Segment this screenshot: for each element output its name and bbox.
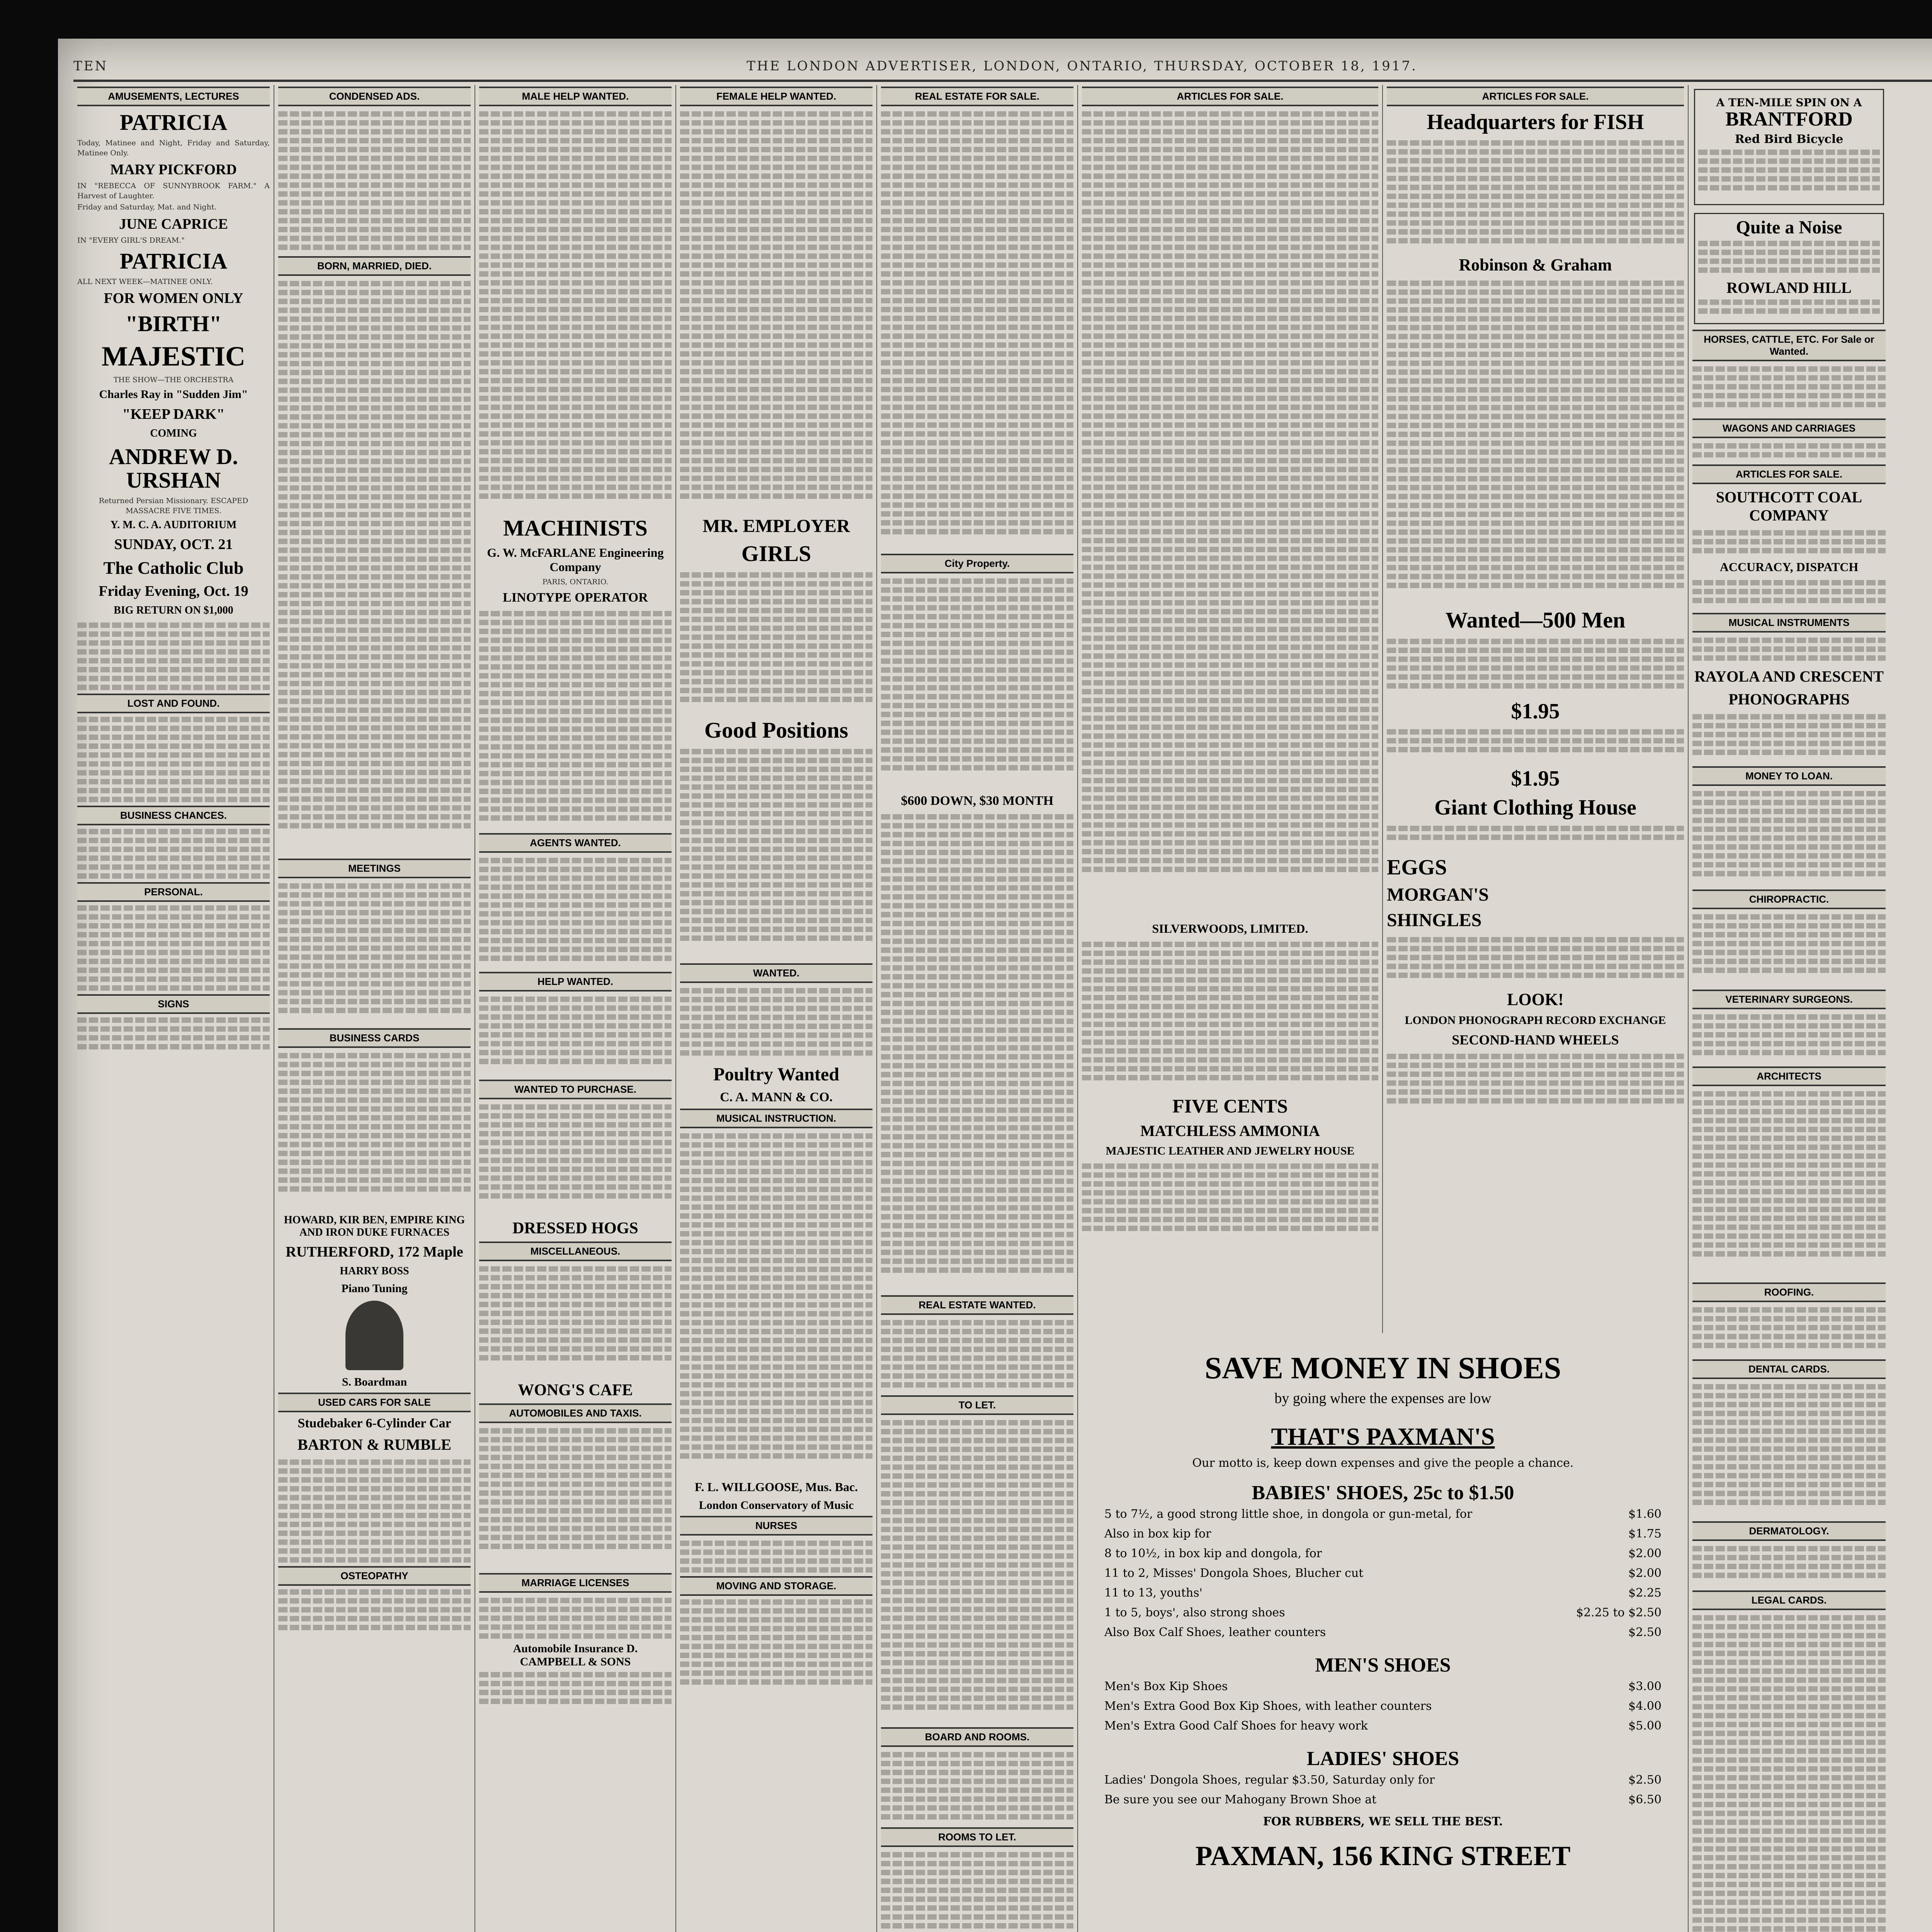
column-condensed: [274, 85, 475, 1932]
classified-text: [881, 1417, 1073, 1726]
ad-title: Good Positions: [704, 718, 849, 743]
ad-subtitle: BIG RETURN ON $1,000: [114, 604, 233, 617]
portrait-image: [345, 1301, 403, 1370]
ad-title: LONDON PHONOGRAPH RECORD EXCHANGE: [1405, 1014, 1666, 1027]
price-desc: Be sure you see our Mahogany Brown Shoe at: [1104, 1793, 1377, 1806]
ad-subtitle: Red Bird Bicycle: [1735, 132, 1844, 146]
section-head: ARTICLES FOR SALE.: [1082, 87, 1378, 106]
section-head: ROOFING.: [1692, 1282, 1886, 1302]
price-desc: 11 to 13, youths': [1104, 1586, 1202, 1600]
newspaper-page: [58, 39, 1932, 1932]
section-head: HELP WANTED.: [479, 972, 672, 992]
price-row: [1089, 1524, 1677, 1544]
ad-subtitle: Y. M. C. A. AUDITORIUM: [110, 519, 237, 531]
section-head: MONEY TO LOAN.: [1692, 766, 1886, 786]
price-value: $2.50: [1628, 1626, 1662, 1639]
section-head: MUSICAL INSTRUCTION.: [680, 1109, 872, 1128]
section-head: REAL ESTATE WANTED.: [881, 1295, 1073, 1315]
classified-text: [881, 1316, 1073, 1394]
rowland-ad: [1694, 213, 1884, 324]
ad-subtitle: FOR WOMEN ONLY: [104, 290, 243, 307]
price-value: $2.00: [1628, 1566, 1662, 1580]
paxman-shoes-ad: [1086, 1339, 1680, 1932]
classified-text: [479, 1425, 672, 1571]
ad-title: Robinson & Graham: [1459, 255, 1612, 274]
classified-text: [680, 108, 872, 514]
ad-title: The Catholic Club: [103, 558, 244, 578]
classified-text: [479, 1101, 672, 1217]
section-head: City Property.: [881, 554, 1073, 573]
price: $1.95: [1511, 699, 1560, 723]
section-head: MISCELLANEOUS.: [479, 1242, 672, 1261]
classified-text: [1387, 137, 1684, 253]
price-row: [1089, 1563, 1677, 1583]
classified-text: [479, 108, 672, 514]
price-desc: Men's Extra Good Box Kip Shoes, with leather counters: [1104, 1699, 1432, 1713]
classified-text: [1082, 108, 1378, 919]
ad-subtitle: "KEEP DARK": [122, 406, 225, 423]
ad-title: Headquarters for FISH: [1427, 110, 1644, 134]
classified-text: [278, 1456, 471, 1932]
babies-shoes-head: BABIES' SHOES, 25c to $1.50: [1252, 1482, 1514, 1504]
ad-subtitle: Friday Evening, Oct. 19: [99, 583, 248, 600]
section-head: OSTEOPATHY: [278, 1566, 471, 1586]
classified-text: [479, 607, 672, 832]
classified-text: [1082, 938, 1378, 1093]
ad-title: SHINGLES: [1387, 910, 1482, 931]
ad-headline: SAVE MONEY IN SHOES: [1204, 1351, 1561, 1385]
classified-text: [479, 1263, 672, 1379]
section-head: ARTICLES FOR SALE.: [1387, 87, 1684, 106]
column-articles-right: [1383, 85, 1688, 1333]
section-head: WAGONS AND CARRIAGES: [1692, 418, 1886, 438]
classified-text: [1387, 822, 1684, 853]
classified-text: [1387, 934, 1684, 988]
classified-text: [1387, 635, 1684, 697]
ad-title: HOWARD, KIR BEN, EMPIRE KING AND IRON DUKE FURNACES: [284, 1214, 465, 1238]
price-row: [1089, 1770, 1677, 1790]
section-head: SIGNS: [77, 994, 270, 1014]
price-value: $2.50: [1628, 1773, 1662, 1787]
ad-title: RAYOLA AND CRESCENT: [1694, 667, 1884, 685]
section-head: WANTED TO PURCHASE.: [479, 1080, 672, 1099]
masthead: [73, 53, 1932, 82]
ad-title: Wanted—500 Men: [1445, 607, 1626, 633]
ad-footer: PAXMAN, 156 KING STREET: [1195, 1840, 1571, 1871]
ad-title: London Conservatory of Music: [699, 1498, 854, 1512]
rubbers-note: FOR RUBBERS, WE SELL THE BEST.: [1263, 1815, 1503, 1828]
price: $1.95: [1511, 767, 1560, 791]
ad-title: HARRY BOSS: [340, 1265, 409, 1277]
section-head: ARCHITECTS: [1692, 1066, 1886, 1086]
ad-title: Giant Clothing House: [1434, 796, 1636, 820]
price-row: [1089, 1603, 1677, 1622]
section-head: VETERINARY SURGEONS.: [1692, 990, 1886, 1009]
section-head: MALE HELP WANTED.: [479, 87, 672, 106]
section-head: MEETINGS: [278, 859, 471, 878]
ad-title: RUTHERFORD, 172 Maple: [286, 1244, 463, 1260]
price-value: $6.50: [1628, 1793, 1662, 1806]
section-head: LEGAL CARDS.: [1692, 1590, 1886, 1610]
price-value: $1.75: [1628, 1527, 1662, 1541]
ad-text: THE SHOW—THE ORCHESTRA: [113, 375, 234, 384]
section-head: TO LET.: [881, 1395, 1073, 1415]
ad-title: LINOTYPE OPERATOR: [503, 590, 648, 605]
classified-text: [680, 1130, 872, 1478]
ad-text: IN "EVERY GIRL'S DREAM.": [77, 236, 185, 245]
classified-text: [881, 811, 1073, 1294]
classified-text: [680, 1537, 872, 1932]
section-head: AMUSEMENTS, LECTURES: [77, 87, 270, 106]
brantford-ad: [1694, 89, 1884, 205]
column-directory: [1689, 85, 1889, 1932]
price-row: [1089, 1583, 1677, 1603]
ad-title: PATRICIA: [119, 248, 228, 274]
classified-text: [278, 277, 471, 857]
ad-text: IN "REBECCA OF SUNNYBROOK FARM." A Harvest of Laughter.: [77, 182, 270, 200]
price-value: $4.00: [1628, 1699, 1662, 1713]
ad-title: F. L. WILLGOOSE, Mus. Bac.: [694, 1480, 858, 1494]
ad-title: ANDREW D. URSHAN: [109, 444, 238, 493]
ad-motto: Our motto is, keep down expenses and give the people a chance.: [1192, 1456, 1574, 1470]
ad-star: JUNE CAPRICE: [119, 216, 228, 233]
ad-title: Poultry Wanted: [713, 1064, 839, 1085]
section-head: MARRIAGE LICENSES: [479, 1573, 672, 1593]
ad-title: ACCURACY, DISPATCH: [1719, 560, 1859, 574]
majestic-logo: MAJESTIC: [101, 341, 246, 372]
classified-text: [1387, 277, 1684, 605]
section-head: BUSINESS CHANCES.: [77, 806, 270, 825]
ad-title: $600 DOWN, $30 MONTH: [901, 794, 1054, 808]
column-female-help: [676, 85, 877, 1932]
section-head: LOST AND FOUND.: [77, 694, 270, 713]
ladies-shoes-head: LADIES' SHOES: [1306, 1748, 1459, 1770]
section-head: MOVING AND STORAGE.: [680, 1576, 872, 1596]
ad-title: DRESSED HOGS: [512, 1219, 638, 1237]
classified-text: [680, 569, 872, 716]
ad-title: C. A. MANN & CO.: [720, 1090, 833, 1104]
classified-text: [479, 854, 672, 970]
ad-title: EGGS: [1387, 855, 1447, 880]
price-row: [1089, 1677, 1677, 1696]
ad-star: MARY PICKFORD: [110, 162, 237, 178]
price-desc: Also in box kip for: [1104, 1527, 1211, 1541]
ad-text: A TEN-MILE SPIN ON A: [1716, 96, 1862, 109]
ad-title: S. Boardman: [342, 1376, 407, 1388]
ad-title: MACHINISTS: [503, 515, 648, 541]
ad-title: SILVERWOODS, LIMITED.: [1152, 922, 1308, 935]
classified-text: [680, 985, 872, 1062]
price-value: $2.25: [1628, 1586, 1662, 1600]
ad-title: BRANTFORD: [1725, 108, 1853, 130]
ad-title: LOOK!: [1507, 990, 1564, 1009]
classified-text: [680, 745, 872, 962]
section-head: CHIROPRACTIC.: [1692, 889, 1886, 909]
classified-text: [1387, 726, 1684, 764]
section-head: MUSICAL INSTRUMENTS: [1692, 613, 1886, 633]
section-head: PERSONAL.: [77, 882, 270, 902]
price-row: [1089, 1790, 1677, 1810]
price-row: [1089, 1716, 1677, 1736]
section-head: REAL ESTATE FOR SALE.: [881, 87, 1073, 106]
classified-text: [479, 993, 672, 1078]
ad-title: G. W. McFARLANE Engineering Company: [487, 545, 664, 574]
price-value: $2.00: [1628, 1547, 1662, 1560]
price-value: $2.25 to $2.50: [1576, 1606, 1662, 1619]
price-value: $1.60: [1628, 1507, 1662, 1521]
newspaper-title: THE LONDON ADVERTISER, LONDON, ONTARIO, THURSDAY, OCTOBER 18, 1917.: [747, 58, 1417, 74]
section-head: CONDENSED ADS.: [278, 87, 471, 106]
ad-title: Quite a Noise: [1736, 217, 1842, 238]
ad-title: SECOND-HAND WHEELS: [1452, 1032, 1619, 1048]
ad-title: ROWLAND HILL: [1726, 279, 1852, 296]
column-real-estate: [877, 85, 1078, 1932]
ad-title: SOUTHCOTT COAL COMPANY: [1716, 488, 1862, 524]
ad-brand: THAT'S PAXMAN'S: [1271, 1423, 1495, 1450]
price-desc: Ladies' Dongola Shoes, regular $3.50, Saturday only for: [1104, 1773, 1435, 1787]
ad-title: "BIRTH": [125, 311, 222, 337]
ladies-price-list: [1089, 1770, 1677, 1810]
ad-title: PHONOGRAPHS: [1728, 690, 1850, 708]
section-head: ARTICLES FOR SALE.: [1692, 464, 1886, 484]
ad-title: MATCHLESS AMMONIA: [1140, 1122, 1320, 1139]
classified-text: [278, 880, 471, 1027]
classified-text: [1387, 1050, 1684, 1333]
classified-text: [479, 1594, 672, 1932]
ad-title: WONG'S CAFE: [518, 1381, 633, 1399]
classified-text: [881, 1748, 1073, 1826]
ad-text: Today, Matinee and Night, Friday and Saturday, Matinee Only.: [77, 138, 270, 157]
ad-subhead: by going where the expenses are low: [1274, 1390, 1492, 1406]
ad-title: Studebaker 6-Cylinder Car: [298, 1416, 451, 1430]
classified-text: [278, 108, 471, 255]
section-head: FEMALE HELP WANTED.: [680, 87, 872, 106]
section-head: DENTAL CARDS.: [1692, 1359, 1886, 1379]
price-row: [1089, 1622, 1677, 1642]
ad-title: FIVE CENTS: [1172, 1095, 1288, 1117]
ad-text: ALL NEXT WEEK—MATINEE ONLY.: [77, 277, 213, 286]
classified-text: [881, 108, 1073, 552]
column-articles-left: [1078, 85, 1383, 1333]
ad-text: PARIS, ONTARIO.: [542, 577, 609, 586]
ad-title: GIRLS: [741, 541, 811, 566]
section-head: WANTED.: [680, 963, 872, 983]
classified-text: [881, 1849, 1073, 1932]
price-value: $3.00: [1628, 1680, 1662, 1693]
section-head: DERMATOLOGY.: [1692, 1521, 1886, 1541]
price-desc: Men's Extra Good Calf Shoes for heavy work: [1104, 1719, 1368, 1733]
column-amusements: [73, 85, 274, 1932]
classified-text: [1082, 1160, 1378, 1333]
ad-title: MORGAN'S: [1387, 884, 1489, 905]
section-head: HORSES, CATTLE, ETC. For Sale or Wanted.: [1692, 330, 1886, 361]
price-row: [1089, 1504, 1677, 1524]
section-head: BUSINESS CARDS: [278, 1028, 471, 1048]
section-head: AUTOMOBILES AND TAXIS.: [479, 1403, 672, 1423]
ad-title: Automobile Insurance D. CAMPBELL & SONS: [513, 1642, 638, 1668]
price-row: [1089, 1696, 1677, 1716]
section-head: BOARD AND ROOMS.: [881, 1727, 1073, 1747]
ad-text: Friday and Saturday, Mat. and Night.: [77, 203, 217, 212]
ad-star: Charles Ray in "Sudden Jim": [99, 388, 248, 401]
price-desc: 1 to 5, boys', also strong shoes: [1104, 1606, 1285, 1619]
price-desc: 11 to 2, Misses' Dongola Shoes, Blucher cut: [1104, 1566, 1364, 1580]
page-number: TEN: [73, 58, 108, 74]
ad-text: Returned Persian Missionary. ESCAPED MASSACRE FIVE TIMES.: [99, 497, 248, 515]
ad-title: MR. EMPLOYER: [702, 516, 850, 536]
section-head: NURSES: [680, 1516, 872, 1536]
price-desc: 8 to 10½, in box kip and dongola, for: [1104, 1547, 1322, 1560]
ad-subtitle: COMING: [150, 427, 197, 440]
ad-title: Piano Tuning: [341, 1282, 408, 1295]
ad-title: MAJESTIC LEATHER AND JEWELRY HOUSE: [1105, 1144, 1355, 1157]
ad-subtitle: SUNDAY, OCT. 21: [114, 536, 233, 553]
price-value: $5.00: [1628, 1719, 1662, 1733]
price-desc: 5 to 7½, a good strong little shoe, in dongola or gun-metal, for: [1104, 1507, 1473, 1521]
mens-price-list: [1089, 1677, 1677, 1736]
classified-text: [881, 575, 1073, 791]
price-row: [1089, 1544, 1677, 1563]
babies-price-list: [1089, 1504, 1677, 1642]
ad-title: BARTON & RUMBLE: [298, 1436, 451, 1453]
section-head: USED CARS FOR SALE: [278, 1393, 471, 1412]
ad-title: PATRICIA: [119, 110, 228, 135]
price-desc: Men's Box Kip Shoes: [1104, 1680, 1228, 1693]
classified-text: [77, 619, 270, 1932]
price-desc: Also Box Calf Shoes, leather counters: [1104, 1626, 1326, 1639]
classified-text: [278, 1049, 471, 1212]
column-articles-and-shoes: [1078, 85, 1689, 1932]
section-head: AGENTS WANTED.: [479, 833, 672, 853]
section-head: BORN, MARRIED, DIED.: [278, 256, 471, 276]
column-male-help: [475, 85, 676, 1932]
section-head: ROOMS TO LET.: [881, 1827, 1073, 1847]
mens-shoes-head: MEN'S SHOES: [1315, 1654, 1451, 1676]
